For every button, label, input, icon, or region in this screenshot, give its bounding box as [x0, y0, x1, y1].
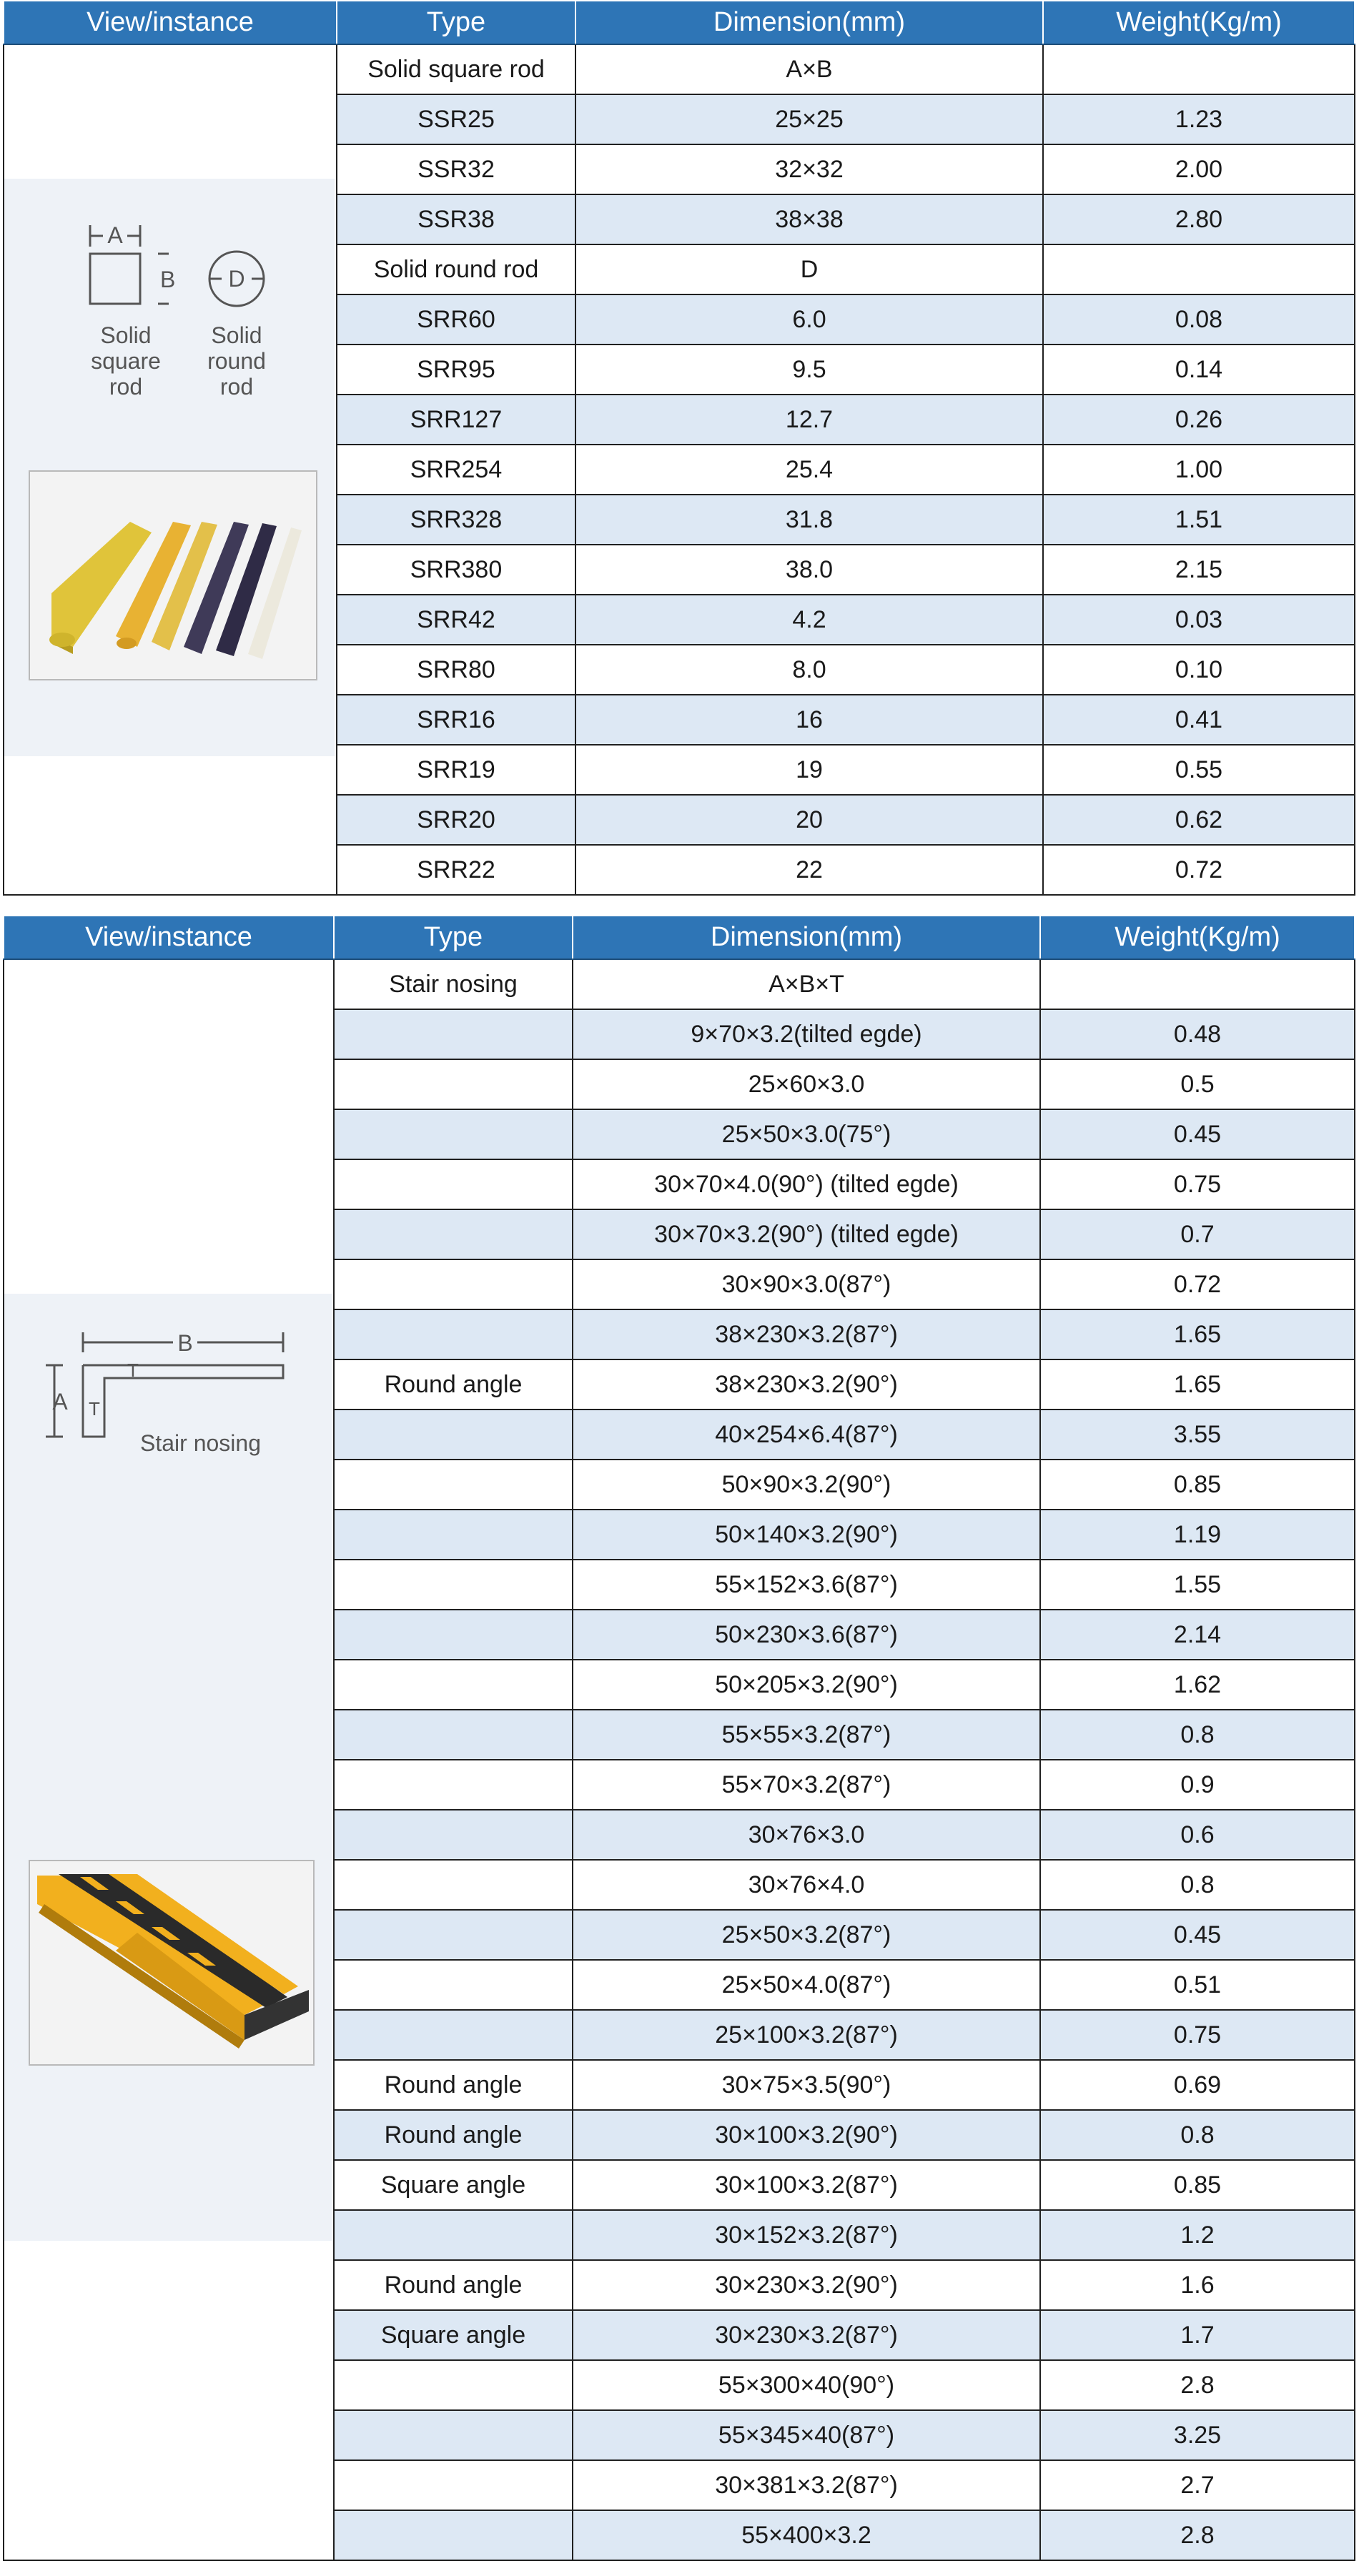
dimension-cell: 50×230×3.6(87°) — [573, 1610, 1040, 1660]
dimension-cell: 4.2 — [575, 595, 1043, 645]
dimension-cell: 55×300×40(90°) — [573, 2360, 1040, 2410]
header-dimension: Dimension(mm) — [575, 1, 1043, 44]
type-cell: Round angle — [334, 2260, 573, 2310]
dimension-cell: 38.0 — [575, 545, 1043, 595]
rod-bundle-image — [30, 472, 316, 679]
rod-view-panel — [4, 179, 335, 756]
type-cell — [334, 1460, 573, 1510]
dimension-cell: 9×70×3.2(tilted egde) — [573, 1009, 1040, 1059]
weight-cell: 2.00 — [1043, 144, 1355, 194]
dimension-cell: 55×152×3.6(87°) — [573, 1560, 1040, 1610]
type-cell — [334, 2460, 573, 2510]
dimension-cell: 25.4 — [575, 445, 1043, 495]
type-cell: SRR254 — [337, 445, 575, 495]
dimension-cell: 6.0 — [575, 294, 1043, 345]
weight-cell: 0.72 — [1043, 845, 1355, 895]
weight-cell: 2.80 — [1043, 194, 1355, 244]
type-cell — [334, 2010, 573, 2060]
dim-d-label: D — [228, 266, 245, 292]
header-view-instance: View/instance — [4, 916, 334, 959]
weight-cell: 2.15 — [1043, 545, 1355, 595]
type-cell: Solid square rod — [337, 44, 575, 94]
type-cell — [334, 1209, 573, 1259]
weight-cell: 1.51 — [1043, 495, 1355, 545]
table-row — [4, 959, 1355, 1009]
dimension-cell: 30×75×3.5(90°) — [573, 2060, 1040, 2110]
header-view-instance: View/instance — [4, 1, 337, 44]
dimension-cell: 50×205×3.2(90°) — [573, 1660, 1040, 1710]
weight-cell: 0.26 — [1043, 395, 1355, 445]
type-cell: SRR80 — [337, 645, 575, 695]
type-cell: SRR42 — [337, 595, 575, 645]
type-cell: SRR328 — [337, 495, 575, 545]
dimension-cell: 30×70×4.0(90°) (tilted egde) — [573, 1159, 1040, 1209]
dim-t-label-top: T — [127, 1359, 139, 1381]
dimension-cell: 9.5 — [575, 345, 1043, 395]
type-cell: SRR16 — [337, 695, 575, 745]
weight-cell: 0.10 — [1043, 645, 1355, 695]
type-cell: Solid round rod — [337, 244, 575, 294]
dimension-cell: 55×55×3.2(87°) — [573, 1710, 1040, 1760]
dimension-cell: A×B — [575, 44, 1043, 94]
weight-cell: 0.69 — [1040, 2060, 1355, 2110]
weight-cell: 0.75 — [1040, 1159, 1355, 1209]
rod-cross-section-diagram — [4, 214, 335, 450]
dimension-cell: 30×90×3.0(87°) — [573, 1259, 1040, 1309]
dimension-cell: 55×345×40(87°) — [573, 2410, 1040, 2460]
dimension-cell: 30×381×3.2(87°) — [573, 2460, 1040, 2510]
dimension-cell: 30×76×3.0 — [573, 1810, 1040, 1860]
header-type: Type — [337, 1, 575, 44]
stair-nosing-diagram — [4, 1322, 332, 1487]
dimension-cell: 16 — [575, 695, 1043, 745]
weight-cell: 0.6 — [1040, 1810, 1355, 1860]
dimension-cell: 55×400×3.2 — [573, 2510, 1040, 2560]
dimension-cell: 30×70×3.2(90°) (tilted egde) — [573, 1209, 1040, 1259]
type-cell: Round angle — [334, 1359, 573, 1410]
type-cell — [334, 2510, 573, 2560]
weight-cell: 0.48 — [1040, 1009, 1355, 1059]
weight-cell: 0.8 — [1040, 1710, 1355, 1760]
dim-b-label: B — [177, 1330, 193, 1356]
weight-cell: 0.41 — [1043, 695, 1355, 745]
type-cell — [334, 1760, 573, 1810]
weight-cell: 0.5 — [1040, 1059, 1355, 1109]
type-cell — [334, 1610, 573, 1660]
weight-cell: 2.8 — [1040, 2360, 1355, 2410]
weight-cell: 0.8 — [1040, 2110, 1355, 2160]
header-dimension: Dimension(mm) — [573, 916, 1040, 959]
weight-cell: 0.03 — [1043, 595, 1355, 645]
dimension-cell: 30×230×3.2(90°) — [573, 2260, 1040, 2310]
type-cell — [334, 1410, 573, 1460]
type-cell: Round angle — [334, 2110, 573, 2160]
type-cell — [334, 1860, 573, 1910]
dim-a-label: A — [52, 1389, 68, 1415]
type-cell — [334, 1059, 573, 1109]
weight-cell: 0.45 — [1040, 1109, 1355, 1159]
type-cell: SRR60 — [337, 294, 575, 345]
type-cell: Round angle — [334, 2060, 573, 2110]
weight-cell: 2.8 — [1040, 2510, 1355, 2560]
dimension-cell: 38×230×3.2(90°) — [573, 1359, 1040, 1410]
type-cell: SSR32 — [337, 144, 575, 194]
dim-b-label: B — [160, 267, 176, 292]
dimension-cell: 20 — [575, 795, 1043, 845]
nosing-view-panel — [4, 1294, 332, 2241]
dimension-cell: 32×32 — [575, 144, 1043, 194]
type-cell — [334, 1660, 573, 1710]
dimension-cell: 12.7 — [575, 395, 1043, 445]
round-rod-caption: Solid round rod — [207, 322, 266, 400]
dimension-cell: 25×50×4.0(87°) — [573, 1960, 1040, 2010]
weight-cell: 1.2 — [1040, 2210, 1355, 2260]
dimension-cell: 30×100×3.2(90°) — [573, 2110, 1040, 2160]
type-cell: SRR380 — [337, 545, 575, 595]
type-cell — [334, 1309, 573, 1359]
dim-a-label: A — [107, 222, 123, 248]
type-cell — [334, 1159, 573, 1209]
square-rod-diagram — [90, 222, 175, 400]
type-cell: SRR20 — [337, 795, 575, 845]
weight-cell: 1.7 — [1040, 2310, 1355, 2360]
dimension-cell: 55×70×3.2(87°) — [573, 1760, 1040, 1810]
type-cell: Square angle — [334, 2310, 573, 2360]
dimension-cell: 25×50×3.0(75°) — [573, 1109, 1040, 1159]
weight-cell: 1.6 — [1040, 2260, 1355, 2310]
weight-cell: 1.55 — [1040, 1560, 1355, 1610]
type-cell — [334, 1960, 573, 2010]
dimension-cell: 30×100×3.2(87°) — [573, 2160, 1040, 2210]
rod-product-photo — [29, 470, 317, 680]
weight-cell: 3.25 — [1040, 2410, 1355, 2460]
weight-cell: 0.72 — [1040, 1259, 1355, 1309]
weight-cell: 1.65 — [1040, 1359, 1355, 1410]
dim-t-label: T — [89, 1398, 100, 1420]
nosing-image — [30, 1861, 313, 2064]
type-cell: Stair nosing — [334, 959, 573, 1009]
type-cell — [334, 1109, 573, 1159]
type-cell — [334, 2410, 573, 2460]
type-cell — [334, 2360, 573, 2410]
weight-cell: 0.51 — [1040, 1960, 1355, 2010]
weight-cell: 0.45 — [1040, 1910, 1355, 1960]
dimension-cell: 50×140×3.2(90°) — [573, 1510, 1040, 1560]
dimension-cell: 40×254×6.4(87°) — [573, 1410, 1040, 1460]
table-header-row — [4, 916, 1355, 959]
type-cell: SSR25 — [337, 94, 575, 144]
type-cell — [334, 1710, 573, 1760]
type-cell — [334, 2210, 573, 2260]
weight-cell: 2.14 — [1040, 1610, 1355, 1660]
type-cell: SRR22 — [337, 845, 575, 895]
dimension-cell: 50×90×3.2(90°) — [573, 1460, 1040, 1510]
square-rod-caption: Solid square rod — [91, 322, 161, 400]
type-cell — [334, 1910, 573, 1960]
weight-cell: 0.62 — [1043, 795, 1355, 845]
weight-cell: 0.7 — [1040, 1209, 1355, 1259]
type-cell: SRR95 — [337, 345, 575, 395]
dimension-cell: D — [575, 244, 1043, 294]
dimension-cell: 30×230×3.2(87°) — [573, 2310, 1040, 2360]
weight-cell — [1040, 959, 1355, 1009]
weight-cell: 1.19 — [1040, 1510, 1355, 1560]
type-cell — [334, 1510, 573, 1560]
weight-cell: 0.8 — [1040, 1860, 1355, 1910]
weight-cell: 0.75 — [1040, 2010, 1355, 2060]
type-cell — [334, 1810, 573, 1860]
dimension-cell: 22 — [575, 845, 1043, 895]
header-weight: Weight(Kg/m) — [1043, 1, 1355, 44]
weight-cell — [1043, 244, 1355, 294]
table-header-row — [4, 1, 1355, 44]
dimension-cell: 30×76×4.0 — [573, 1860, 1040, 1910]
weight-cell: 1.23 — [1043, 94, 1355, 144]
dimension-cell: 25×50×3.2(87°) — [573, 1910, 1040, 1960]
dimension-cell: 19 — [575, 745, 1043, 795]
type-cell — [334, 1009, 573, 1059]
weight-cell: 0.85 — [1040, 1460, 1355, 1510]
dimension-cell: 25×25 — [575, 94, 1043, 144]
weight-cell: 0.9 — [1040, 1760, 1355, 1810]
weight-cell: 0.85 — [1040, 2160, 1355, 2210]
weight-cell: 1.62 — [1040, 1660, 1355, 1710]
dimension-cell: 25×100×3.2(87°) — [573, 2010, 1040, 2060]
stair-nosing-caption: Stair nosing — [140, 1430, 261, 1456]
round-rod-diagram — [207, 252, 266, 400]
weight-cell — [1043, 44, 1355, 94]
dimension-cell: 30×152×3.2(87°) — [573, 2210, 1040, 2260]
dimension-cell: 38×38 — [575, 194, 1043, 244]
weight-cell: 0.55 — [1043, 745, 1355, 795]
type-cell: Square angle — [334, 2160, 573, 2210]
dimension-cell: 25×60×3.0 — [573, 1059, 1040, 1109]
weight-cell: 3.55 — [1040, 1410, 1355, 1460]
type-cell — [334, 1259, 573, 1309]
type-cell — [334, 1560, 573, 1610]
nosing-product-photo — [29, 1860, 315, 2066]
dimension-cell: 8.0 — [575, 645, 1043, 695]
header-weight: Weight(Kg/m) — [1040, 916, 1355, 959]
header-type: Type — [334, 916, 573, 959]
weight-cell: 0.14 — [1043, 345, 1355, 395]
type-cell: SRR127 — [337, 395, 575, 445]
weight-cell: 2.7 — [1040, 2460, 1355, 2510]
type-cell: SSR38 — [337, 194, 575, 244]
weight-cell: 1.00 — [1043, 445, 1355, 495]
weight-cell: 1.65 — [1040, 1309, 1355, 1359]
dimension-cell: A×B×T — [573, 959, 1040, 1009]
dimension-cell: 38×230×3.2(87°) — [573, 1309, 1040, 1359]
table-row — [4, 44, 1355, 94]
type-cell: SRR19 — [337, 745, 575, 795]
weight-cell: 0.08 — [1043, 294, 1355, 345]
dimension-cell: 31.8 — [575, 495, 1043, 545]
